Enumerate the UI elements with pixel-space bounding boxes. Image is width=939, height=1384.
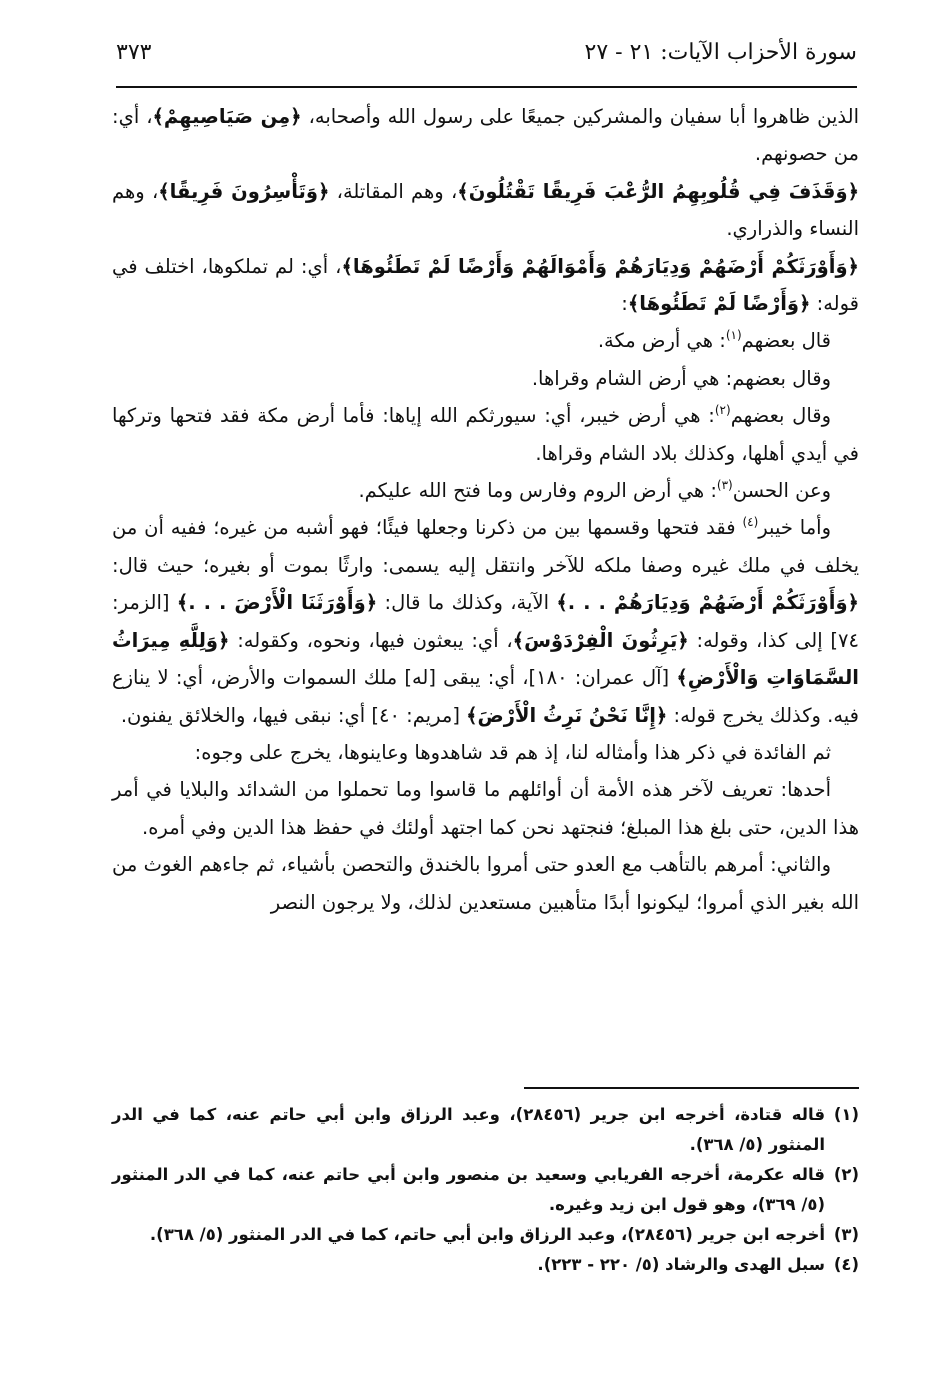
footnote-divider	[524, 1087, 859, 1089]
paragraph-5	[112, 360, 859, 397]
footnote-reference[interactable]: (٣)	[716, 478, 733, 493]
main-text	[112, 98, 859, 921]
text-run: ، وهم النساء والذراري.	[112, 179, 859, 241]
footnote-reference[interactable]: (١)	[725, 328, 742, 343]
paragraph-11	[112, 846, 859, 921]
text-run: ثم الفائدة في ذكر هذا وأمثاله لنا، إذ هم قد شاهدوها وعاينوها، يخرج على وجوه:	[194, 740, 831, 764]
footnote-1	[112, 1100, 859, 1160]
footnote-3	[112, 1220, 859, 1250]
text-run: : هي أرض مكة.	[597, 329, 726, 353]
quran-quote: ﴿وَلِلَّهِ مِيرَاثُ السَّمَاوَاتِ وَالْأَرْضِ﴾	[112, 628, 859, 690]
quran-quote: ﴿مِن صَيَاصِيهِمْ﴾	[152, 105, 302, 128]
paragraph-6	[112, 397, 859, 472]
footnote-text: سبل الهدى والرشاد (٥/ ٢٢٠ - ٢٢٣).	[537, 1255, 825, 1274]
paragraph-10	[112, 771, 859, 846]
header-divider	[116, 86, 857, 88]
paragraph-2	[112, 173, 859, 248]
quran-quote: ﴿وَتَأْسِرُونَ فَرِيقًا﴾	[158, 179, 330, 203]
text-run: :	[621, 292, 628, 316]
text-run: الذين ظاهروا أبا سفيان والمشركين جميعًا على رسول الله وأصحابه،	[301, 105, 859, 128]
footnote-number: (٣)	[833, 1225, 859, 1244]
quran-quote: ﴿وَقَذَفَ فِي قُلُوبِهِمُ الرُّعْبَ فَرِيقًا تَقْتُلُونَ﴾	[457, 179, 860, 203]
text-run: وقال بعضهم	[730, 404, 831, 428]
paragraph-8	[112, 509, 859, 733]
paragraph-4	[112, 322, 859, 359]
text-run: ، أي: يبعثون فيها، ونحوه، وكقوله:	[229, 628, 513, 652]
footnote-reference[interactable]: (٤)	[742, 515, 759, 530]
footnote-text: قاله قتادة، أخرجه ابن جرير (٢٨٤٥٦)، وعبد الرزاق وابن أبي حاتم عنه، كما في الدر المنثور (٥/ ٣٦٨).	[112, 1105, 825, 1154]
text-run: : هي أرض الروم وفارس وما فتح الله عليكم.	[358, 479, 717, 503]
quran-quote: ﴿وَأَرْضًا لَمْ تَطَئُوهَا﴾	[627, 292, 811, 316]
text-run: وقال بعضهم: هي أرض الشام وقراها.	[531, 366, 831, 390]
footnote-4	[112, 1250, 859, 1280]
text-run: [آل عمران: ١٨٠]، أي: يبقى [له] ملك السموات والأرض، أي: لا ينازع فيه. وكذلك يخرج قوله:	[112, 666, 859, 727]
text-run: قال بعضهم	[741, 329, 831, 353]
running-header	[116, 40, 857, 80]
text-run: والثاني: أمرهم بالتأهب مع العدو حتى أمروا بالخندق والتحصن بأشياء، ثم جاءهم الغوث من الله بغير الذي أمروا؛ ليكونوا أبدًا متأهبين مستعدين لذلك، ولا يرجون النصر	[112, 853, 859, 914]
footnote-reference[interactable]: (٢)	[714, 403, 731, 418]
text-run: ، وهم المقاتلة،	[329, 179, 458, 203]
quran-quote: ﴿وَأَوْرَثَكُمْ أَرْضَهُمْ وَدِيَارَهُمْ . . .﴾	[556, 591, 859, 615]
text-run: : هي أرض خيبر، أي: سيورثكم الله إياها: فأما أرض مكة فقد فتحها وتركها في أيدي أهلها، وكذلك بلاد الشام وقراها.	[112, 404, 859, 465]
footnote-text: أخرجه ابن جرير (٢٨٤٥٦)، وعبد الرزاق وابن أبي حاتم، كما في الدر المنثور (٥/ ٣٦٨).	[149, 1225, 825, 1244]
paragraph-7	[112, 472, 859, 509]
footnote-number: (٢)	[833, 1165, 859, 1184]
text-run: [الزمر: ٧٤] إلى كذا، وقوله:	[112, 591, 859, 652]
text-run: وعن الحسن	[732, 479, 831, 503]
quran-quote: ﴿وَأَوْرَثَكُمْ أَرْضَهُمْ وَدِيَارَهُمْ وَأَمْوَالَهُمْ وَأَرْضًا لَمْ تَطَئُوهَا﴾	[341, 254, 859, 278]
paragraph-9	[112, 734, 859, 771]
text-run: فقد فتحها وقسمها بين من ذكرنا وجعلها فيئًا؛ فهو أشبه من غيره؛ ففيه أن من يخلف في ملك غيره وصفا ملكه للآخر وانتقل إليه يسمى: وارثًا بموت أو بغيره؛ حيث قال:	[112, 516, 859, 577]
page-number: ٣٧٣	[116, 40, 152, 65]
footnote-number: (١)	[833, 1105, 859, 1124]
footnotes	[112, 1100, 859, 1280]
quran-quote: ﴿إِنَّا نَحْنُ نَرِثُ الْأَرْضَ﴾	[466, 703, 668, 727]
text-run: [مريم: ٤٠] أي: نبقى فيها، والخلائق يفنون.	[120, 703, 467, 727]
quran-quote: ﴿يَرِثُونَ الْفِرْدَوْسَ﴾	[512, 628, 689, 652]
text-run: أحدها: تعريف لآخر هذه الأمة أن أوائلهم ما قاسوا وما تحملوا من الشدائد والبلايا في أمر هذا الدين، حتى بلغ هذا المبلغ؛ فنجتهد نحن كما اجتهد أولئك في حفظ هذا الدين وفي أمره.	[112, 778, 859, 839]
quran-quote: ﴿وَأَوْرَثَنَا الْأَرْضَ . . .﴾	[176, 591, 378, 615]
text-run: ، أي: لم تملكوها، اختلف في قوله:	[112, 254, 859, 316]
text-run: ، أي: من حصونهم.	[112, 105, 859, 166]
paragraph-3	[112, 248, 859, 323]
text-run: وأما خيبر	[758, 516, 831, 540]
header-title: سورة الأحزاب الآيات: ٢١ - ٢٧	[584, 40, 857, 65]
text-run: الآية، وكذلك ما قال:	[377, 591, 557, 615]
footnote-text: قاله عكرمة، أخرجه الفريابي وسعيد بن منصور وابن أبي حاتم عنه، كما في الدر المنثور (٥/ ٣٦٩)، وهو قول ابن زيد وغيره.	[112, 1165, 825, 1214]
paragraph-1	[112, 98, 859, 173]
footnote-2	[112, 1160, 859, 1220]
footnote-number: (٤)	[833, 1255, 859, 1274]
